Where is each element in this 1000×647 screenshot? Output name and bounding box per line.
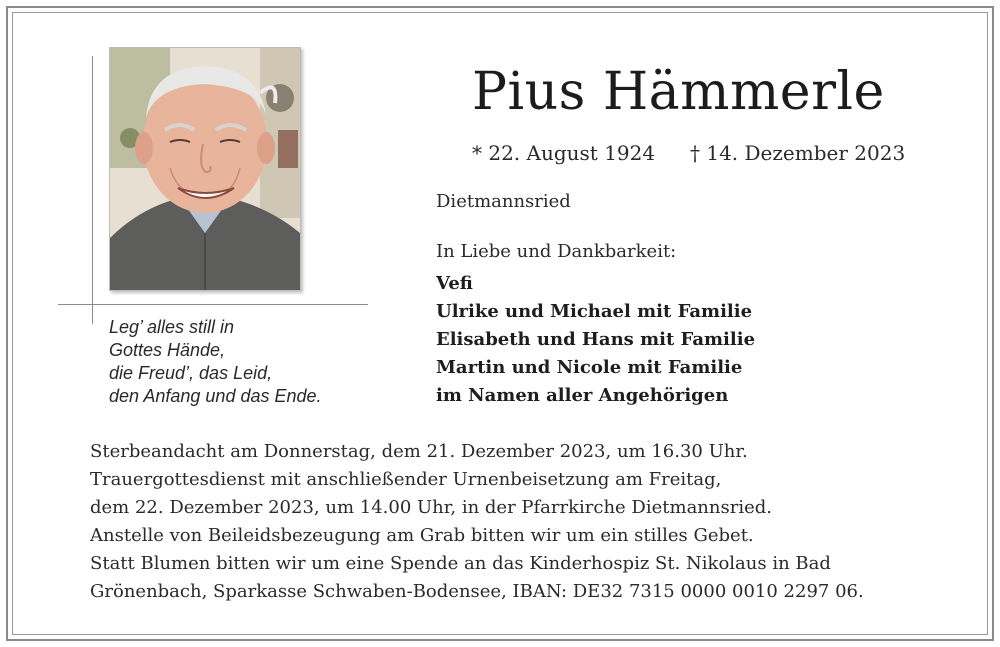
verse-line: die Freud’, das Leid,	[109, 363, 273, 383]
notice-line: Trauergottesdienst mit anschließender Urnenbeisetzung am Freitag,	[90, 469, 722, 490]
verse-line: Gottes Hände,	[109, 340, 226, 360]
mourner-item: Ulrike und Michael mit Familie	[436, 301, 753, 322]
portrait-photo	[109, 47, 301, 291]
notice-line: dem 22. Dezember 2023, um 14.00 Uhr, in der Pfarrkirche Dietmannsried.	[90, 497, 772, 518]
notice-line: Grönenbach, Sparkasse Schwaben-Bodensee, IBAN: DE32 7315 0000 0010 2297 06.	[90, 581, 864, 602]
verse-line: den Anfang und das Ende.	[109, 386, 322, 406]
notice-line: Anstelle von Beileidsbezeugung am Grab bitten wir um ein stilles Gebet.	[90, 525, 754, 546]
mourner-item: im Namen aller Angehörigen	[436, 385, 729, 406]
death-date: † 14. Dezember 2023	[690, 141, 906, 165]
notice-line: Statt Blumen bitten wir um eine Spende an das Kinderhospiz St. Nikolaus in Bad	[90, 553, 831, 574]
birth-date: * 22. August 1924	[472, 141, 656, 165]
place-name: Dietmannsried	[436, 191, 571, 212]
horizontal-rule	[58, 304, 368, 305]
mourner-item: Martin und Nicole mit Familie	[436, 357, 743, 378]
vertical-rule	[92, 56, 93, 324]
deceased-name: Pius Hämmerle	[472, 62, 885, 122]
dedication-line: In Liebe und Dankbarkeit:	[436, 241, 677, 262]
verse-line: Leg’ alles still in	[109, 317, 235, 337]
mourner-item: Elisabeth und Hans mit Familie	[436, 329, 756, 350]
service-notice	[90, 438, 864, 606]
mourners-list	[436, 270, 755, 410]
notice-line: Sterbeandacht am Donnerstag, dem 21. Dezember 2023, um 16.30 Uhr.	[90, 441, 748, 462]
mourner-item: Vefi	[436, 273, 473, 294]
memorial-verse	[109, 316, 322, 408]
